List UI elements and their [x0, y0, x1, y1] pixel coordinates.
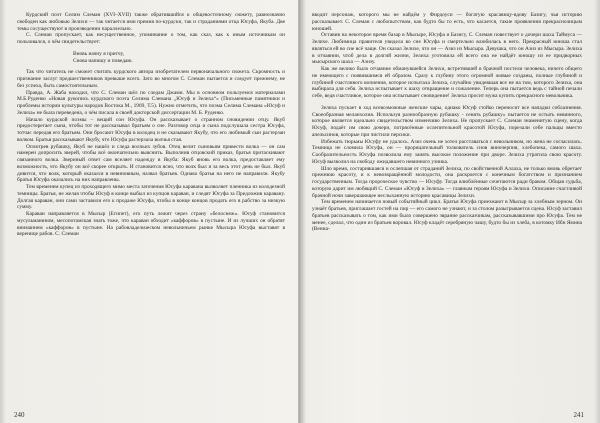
paragraph: Правда, А. Жаба находил, что С. Слеман шёл по следам Джами. Мы в основном пользуемся материалами М.Б.Руденко «Новая рукопись курдского поэта Селима Слемана „Юсуф и Зелиха“» (Письменные памятники и проблемы истории культуры народов Востока М., 1969, Т.5). Нужно отметить, что поэма Селима Слемана «Юсуф и Зелиха» не была переведена, о чём писала в своей докторской диссертации М. Б. Руденко. — [17, 89, 285, 116]
paragraph: Осмотрев рубашку, Якуб не нашёл и следа волчьих зубов. Отец велит сыновьям привести волка — он сам намерен допросить зверей, чтобы всё окончательно выяснить. Выполнив отцовский приказ, братья притаскивают связанного волка. Звериный ответ сам вселяет надежду в Якуба: Якуб вновь его волка, предоставляет ему возможность, что Якубу он всё скорее открыть. И становится ясно, что волк был и за весь этот день не был. Якуб дивится, что волк, который оказался в невиновным, назвал братьев. Однако братья на него не направили. Якубу братья Юсуфа оказались на них направлены. — [17, 143, 285, 184]
verse-quote — [73, 51, 285, 65]
page-number: 240 — [14, 411, 25, 419]
paragraph: Как же велико было отчаяние обманувшейся Зелихи, встретившей в брачной постели человека, ничего общего не имеющего с появившимся ей образом. Сразу к глубину этого огромной живые созданы, полные глубиной и глубиной счастливого вопиения, которое испытала Зелиха, случайно увидевшая все не на том, которого Зелиха, она выбирала для себя. Зелиха испытывает к шаху отвращение и сожаление. Теперь она пытается ведь с тайной печали себе, ведя счастливое, которое она испытывает сновидение! Зелиха просит мужа купить прекрасного невольника. — [312, 66, 582, 99]
left-page — [17, 12, 285, 415]
paragraph: Оставив на некоторое время базар в Мысыре, Юсуфа и Базигу, С. Слеман повествует о дочери шаха Таймуса — Зелихе. Любимица правителя увидела во сне Юсуфа и смертельно влюбилась в него. Прекрасный юноша стал являться ей во сне всё чаще. Он сказал Зелихе, что он — Азиз из Мысыра. Девушка, что он Азиз из Мысыра. Зелиха в отчаянии, чтоб дела в долгий жизни, Зелиха уготовила ей всего она не найдёт юношу из ее придворных мысырского шаха — Азизу. — [312, 32, 582, 66]
paragraph: Избежать тюрьмы Юсуфу не удалось. Азиз очень не хотел расставаться с невольником, но жена не согласилась. Темница не сломила Юсуфа, он — прорицательный толкователь снов виночерпия, хлебопека, самого шаха. Сообразительность Юсуфа позволила ему занять высокое положение при дворе. Зелиха утратила свою красоту. Юсуф вызволил на свободу ожидавшего невинного узника. — [312, 138, 582, 165]
page-number: 241 — [573, 411, 584, 419]
paragraph: Караван направляется в Мысыр (Египет), его путь лежит через страну «белоснеж». Юсуф становится мусульманином, месопотамская знать тоже, что караван обходит «каффоров» в пустыне. И из лучших он обратят вниманием «каффоров» в пустыне. На рабовладельческом невольничьем рынке Мысыра Юсуфа выставят в веренице рабов. С. Слеман — [17, 211, 285, 238]
verse-line: Вновь начну я притчу, — [73, 50, 125, 57]
book-gutter — [298, 0, 301, 423]
paragraph: С. Слеман пропускает, как несущественное, упоминание о том, как сказ, как к иным источникам он пользовался, о чём свидетельствует: — [17, 32, 285, 45]
paragraph: Так что читатель не сможет считать курдского автора изобретателем первоначального сюжета. Скромность и признание заслуг предшественников превыше всего. Зато во многом С. Слеман пытается и следует прежнему, не без успеха, быть самостоятельным. — [17, 69, 285, 89]
paragraph: Курдский поэт Селим Слеман (XVI–XVII) также обратившийся к общевосточному сюжету, равнозначно свободен как любовью Зелихи — так читается ими премия по-курдски, так и страданиями отца Юсуфа, Якуба. Две темы сосуществуют в произведении параллельно. — [17, 12, 285, 32]
paragraph: Тем временем начинается новый событийный цикл. Братья Юсуфа приезжают в Мысыр за хлебным зерном. Он узнаёт братьев, приглашает гостей на пир — его самого не узнают, и за столом разыгрывается сцена. Юсуф заставил братьев рассказывать о том, как ими было совершено зврание рассказчикам, рассказывавшими про Юсуфа. Тем не менее, сделал, что один из братьев воровал. Юсуф кладёт серебряную чашу, будто бы из хлеба, в котомку Ибн Ямина (Вениа- — [312, 199, 582, 233]
paragraph: Шло время, состарившаяся и ослепшая от страданий Зелиха, по свойственной Аллаха, не только вновь обретает прежнюю красоту, и к невозвращённой молодости, она раскроется с конечным богатством и признанием государственным. Тогда пророческое чувство — Юсуфу. Тогда влюблённые сочетаются ради браком. Общая судьба, которую дарит им любящий С. Слеман «Юсуф и Зелиха» — главным героям Юсуфа и Зелихи. Описание счастливой брачной ночи завершающее неслыханную историю красавицы Зелихи. — [312, 165, 582, 199]
paragraph: Тем временем купец из проходящего мимо места заточения Юсуфа каравана вызволяет пленника из колодезной темницы. Братья, не желая чтобы Юсуф в конце выбыл из купцов караван, и следят Юсуфа за Предложив каравану. Долгая караван, они сами заставили его к продаже Юсуфа, чтобы в конце концов продать его в рабство за низкую сумму. — [17, 184, 285, 211]
right-page — [312, 12, 582, 415]
paragraph: вводит персонаж, которого мы не найдём у Фирдоуси — богатую красавицу-вдову Базигу, чья историю рассказывает. С. Слеман с любопытством, как будто бы то есть, что касается, такие проявления прекраснолицым юношей. — [312, 12, 582, 32]
verse-line: Снова напишу и поведаю. — [73, 57, 133, 64]
paragraph: Начало курдской поэмы – вещий сон Юсуфа. Он рассказывает о странном сновидении отцу. Якуб предостерегает сына, чтобы тот не рассказывал братьям о сне. Разговор отца и сына подслушала сестра Юсуфа, тотчас передав его братьям. Они бросают Юсуфа в колодец и не сказывают Якубу, что его любимый сын растерзан волком. Братья рассказывают Якубу, что Юсуфа растерзала волчья стая. — [17, 116, 285, 143]
paragraph: Зелиха пускает в ход всевозможные женские чары, однако Юсуф стойко переносит все нападки соблазнения. Своеобразная меланхолия. Используя разнообразную рубашку - сенять рубашку» пытается не остыть невинного, которое является идеально свидетельством изменчиво Зелиха. Не пропускает С. Слеман знаменитую сцену, когда Юсуф, подаёт им свою дочери, потрясённые ослепительной красотой Юсуфа, порезали себе пальцы вместо апельсинов, которые при чистили персики. — [312, 104, 582, 138]
